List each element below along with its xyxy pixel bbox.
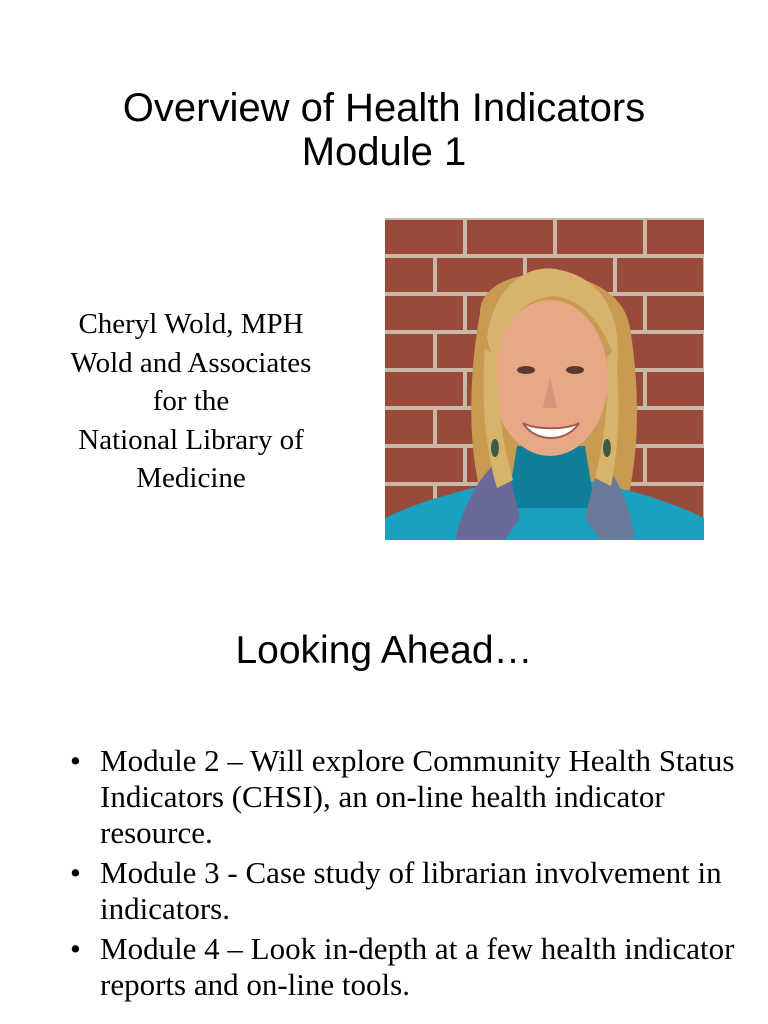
list-item <box>64 743 744 851</box>
bullet-text: Module 3 - Case study of librarian involvement in indicators. <box>100 855 722 926</box>
bullet-text: Module 2 – Will explore Community Health Status Indicators (CHSI), an on-line health indicator resource. <box>100 743 735 850</box>
title-line-2: Module 1 <box>301 130 467 174</box>
slide-title <box>0 86 768 174</box>
author-line-2: Wold and Associates <box>70 346 312 379</box>
author-credit <box>30 305 352 498</box>
author-line-1: Cheryl Wold, MPH <box>78 308 304 340</box>
author-line-5: Medicine <box>136 462 246 494</box>
bullet-glyph: • <box>70 743 81 778</box>
bullet-glyph: • <box>70 855 81 890</box>
author-line-3: for the <box>152 385 230 417</box>
slide-title: Looking Ahead… <box>235 629 533 672</box>
title-line-1: Overview of Health Indicators <box>122 86 646 130</box>
bullet-glyph: • <box>70 931 81 966</box>
list-item <box>64 855 744 927</box>
slide-2 <box>0 565 768 1024</box>
author-photo <box>385 218 704 540</box>
bullet-text: Module 4 – Look in-depth at a few health indicator reports and on-line tools. <box>100 931 735 1002</box>
bullet-list <box>64 743 744 1007</box>
list-item <box>64 931 744 1003</box>
author-line-4: National Library of <box>78 423 304 456</box>
